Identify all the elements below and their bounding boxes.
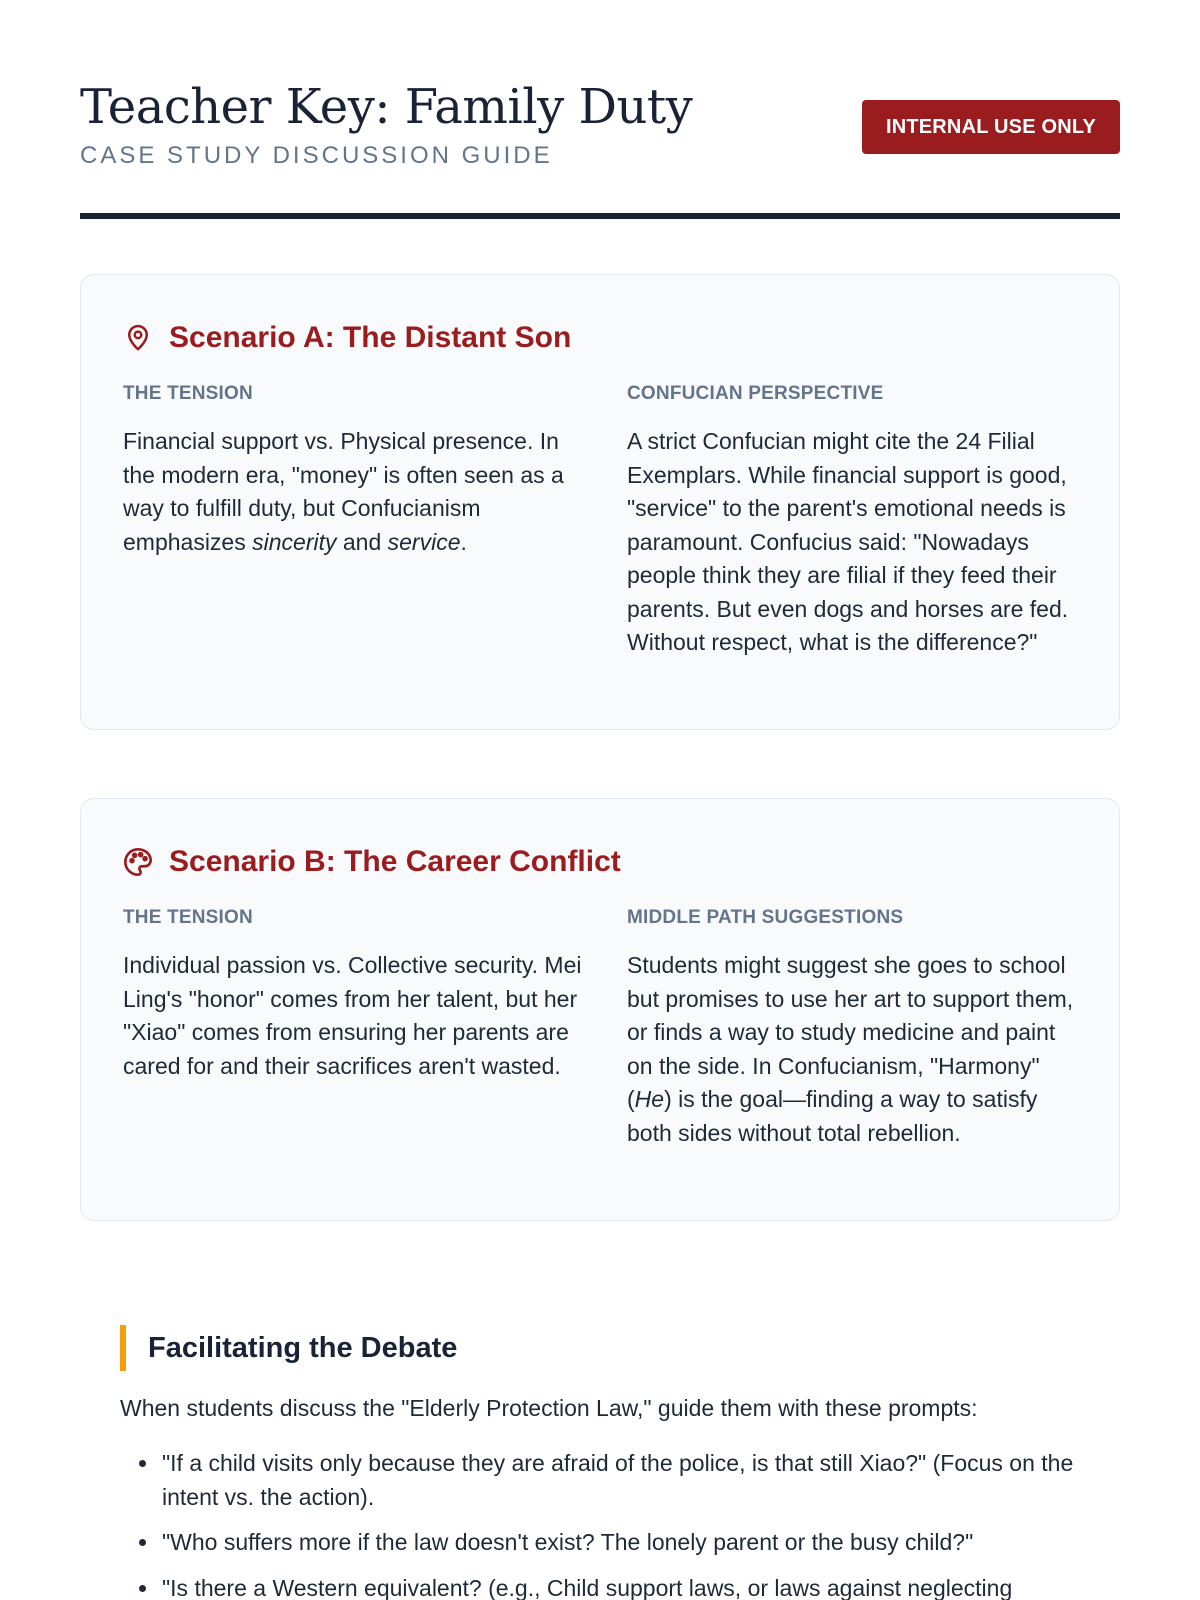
prompt-list bbox=[120, 1447, 1110, 1600]
page bbox=[80, 0, 1120, 1600]
prompt-item: • "Who suffers more if the law doesn't exist? The lonely parent or the busy child?" bbox=[160, 1526, 1110, 1560]
scenario-b-tension bbox=[123, 907, 583, 1083]
internal-use-badge: INTERNAL USE ONLY bbox=[862, 100, 1120, 154]
perspective-label: CONFUCIAN PERSPECTIVE bbox=[627, 383, 884, 404]
scenario-a-card bbox=[80, 274, 1120, 730]
page-header bbox=[80, 0, 1120, 220]
prompt-item: • "If a child visits only because they are afraid of the police, is that still Xiao?" (Focus on the intent vs. the action). bbox=[160, 1447, 1110, 1514]
tension-label: THE TENSION bbox=[123, 383, 253, 404]
middle-path-text: Students might suggest she goes to school but promises to use her art to support them, or finds a way to study medicine and paint on the side. In Confucianism, "Harmony" (He) is the goal—finding a way to satisfy both sides without total rebellion. bbox=[627, 952, 1074, 1146]
page-subtitle: CASE STUDY DISCUSSION GUIDE bbox=[80, 142, 553, 169]
scenario-b-middle-path bbox=[627, 907, 1087, 1150]
scenario-a-header bbox=[121, 321, 571, 355]
scenario-b-title: Scenario B: The Career Conflict bbox=[169, 845, 621, 878]
scenario-a-perspective bbox=[627, 383, 1087, 660]
section-accent-bar bbox=[120, 1325, 126, 1371]
scenario-a-title: Scenario A: The Distant Son bbox=[169, 321, 572, 354]
map-pin-icon bbox=[121, 321, 155, 355]
facilitation-header bbox=[120, 1325, 1110, 1371]
middle-path-label: MIDDLE PATH SUGGESTIONS bbox=[627, 907, 904, 928]
tension-text: Individual passion vs. Collective security. Mei Ling's "honor" comes from her talent, but her "Xiao" comes from ensuring her parents are cared for and their sacrifices aren't wasted. bbox=[123, 952, 582, 1079]
scenario-a-tension bbox=[123, 383, 583, 559]
tension-text: Financial support vs. Physical presence. In the modern era, "money" is often seen as a way to fulfill duty, but Confucianism emphasizes sincerity and service. bbox=[123, 428, 564, 555]
scenario-b-card bbox=[80, 798, 1120, 1221]
prompt-item: • "Is there a Western equivalent? (e.g., Child support laws, or laws against neglecting bbox=[160, 1572, 1110, 1600]
facilitation-intro: When students discuss the "Elderly Protection Law," guide them with these prompts: bbox=[120, 1395, 978, 1421]
page-title: Teacher Key: Family Duty bbox=[80, 79, 693, 135]
perspective-text: A strict Confucian might cite the 24 Filial Exemplars. While financial support is good, "service" to the parent's emotional needs is paramount. Confucius said: "Nowadays people think they are filial if they feed their parents. But even dogs and horses are fed. Without respect, what is the difference?" bbox=[627, 428, 1069, 655]
scenario-b-header bbox=[121, 845, 621, 879]
header-divider bbox=[80, 213, 1120, 219]
palette-icon bbox=[121, 845, 155, 879]
facilitation-section bbox=[120, 1325, 1110, 1600]
facilitation-title: Facilitating the Debate bbox=[148, 1331, 458, 1364]
tension-label: THE TENSION bbox=[123, 907, 253, 928]
